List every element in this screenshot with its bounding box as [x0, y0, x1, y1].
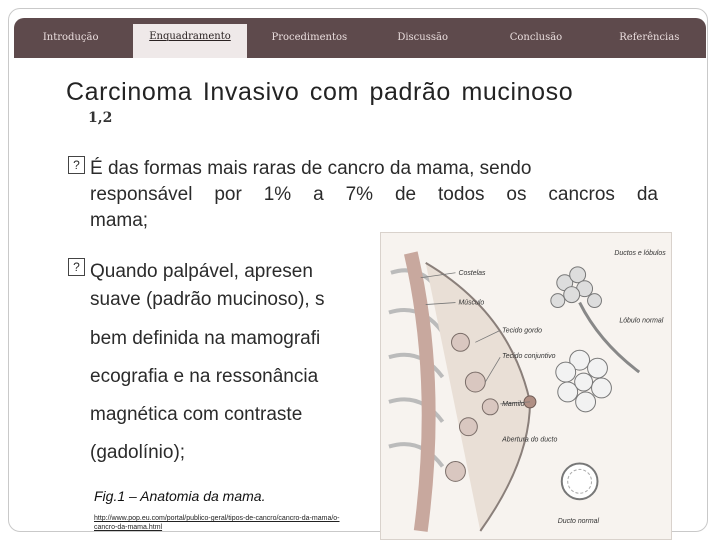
nav-tab-referencias[interactable]: Referências: [619, 32, 680, 43]
label-tecido-conjuntivo: Tecido conjuntivo: [502, 353, 556, 361]
bullet-line: ecografia e na ressonância: [90, 366, 319, 387]
bullet-line: (gadolínio);: [90, 442, 186, 463]
bullet-box-icon: ?: [68, 156, 85, 174]
top-navigation: [14, 18, 706, 58]
label-tecido-gordo: Tecido gordo: [502, 327, 543, 335]
bullet-box-icon: ?: [68, 258, 85, 276]
label-abertura-ducto: Abertura do ducto: [502, 436, 558, 444]
nav-tab-procedimentos[interactable]: Procedimentos: [271, 32, 348, 43]
nav-tab-discussao[interactable]: Discussão: [397, 32, 448, 43]
bullet-text-continued: [90, 320, 378, 472]
reference-number: 1,2: [88, 110, 113, 126]
label-musculo: Músculo: [458, 299, 485, 307]
bullet-line: magnética com contraste: [90, 404, 303, 425]
bullet-line: bem definida na mamografi: [90, 328, 321, 349]
label-mamilo: Mamilo: [502, 400, 525, 408]
nav-tab-enquadramento[interactable]: Enquadramento: [133, 24, 246, 58]
breast-anatomy-illustration: [381, 233, 671, 539]
bullet-line: responsável por 1% a 7% de todos os cancros da: [90, 184, 658, 205]
label-ducto-normal: Ducto normal: [557, 518, 600, 526]
label-lobulo-normal: Lóbulo normal: [619, 317, 664, 325]
label-costelas: Costelas: [458, 269, 486, 277]
bullet-item-1: [68, 156, 658, 234]
bullet-line: É das formas mais raras de cancro da mama, sendo: [90, 158, 532, 179]
figure-caption: Fig.1 – Anatomia da mama.: [94, 488, 266, 504]
bullet-item-2: [68, 258, 378, 472]
bullet-line: Quando palpável, apresen: [90, 261, 313, 282]
label-ductos-lobulos: Ductos e lóbulos: [614, 249, 666, 257]
bullet-text: [90, 156, 658, 234]
nav-tab-conclusao[interactable]: Conclusão: [509, 32, 563, 43]
nav-tab-introducao[interactable]: Introdução: [42, 32, 99, 43]
bullet-line: suave (padrão mucinoso), s: [90, 289, 325, 310]
slide-title: Carcinoma Invasivo com padrão mucinoso: [66, 78, 574, 106]
source-link[interactable]: http://www.pop.eu.com/portal/publico-geral/tipos-de-cancro/cancro-da-mama/o-cancro-da-mama.html: [94, 515, 340, 531]
breast-anatomy-figure: [380, 232, 672, 540]
bullet-text: [90, 258, 378, 314]
bullet-line: mama;: [90, 210, 149, 231]
